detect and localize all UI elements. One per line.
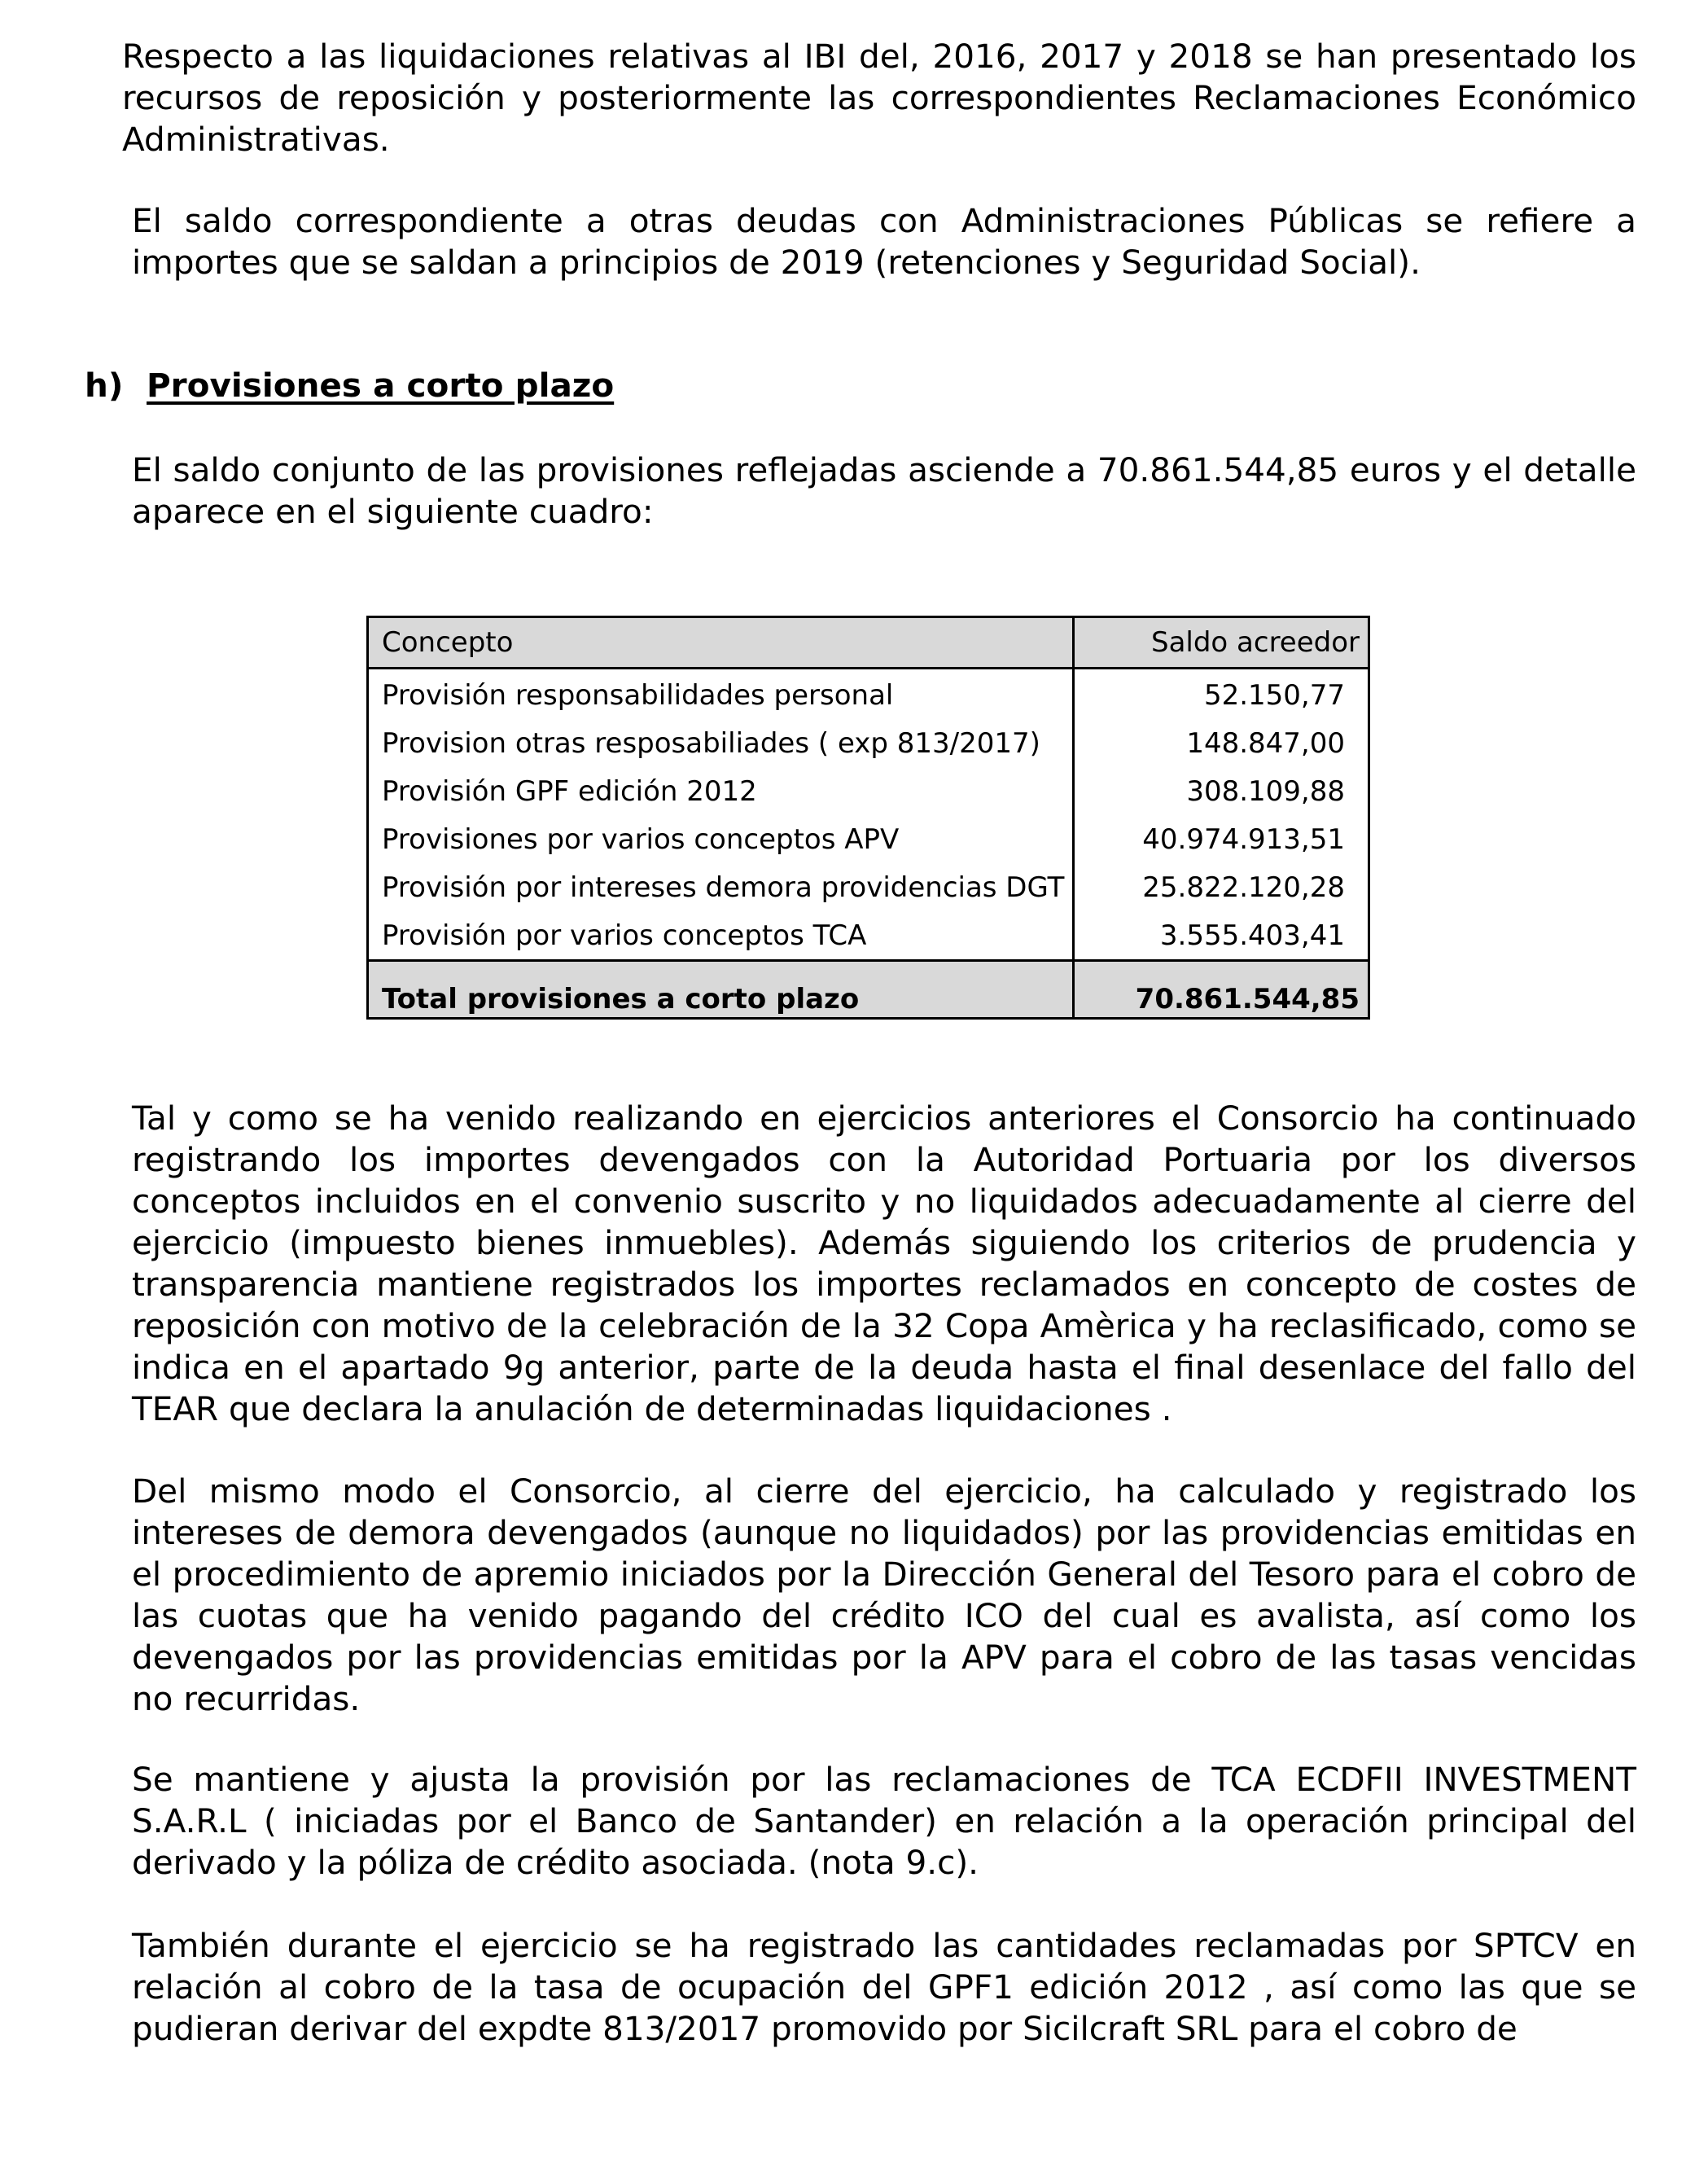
table-row — [368, 815, 1369, 863]
paragraph-reclamaciones-tca: Se mantiene y ajusta la provisión por las reclamaciones de TCA ECDFII INVESTMENT S.A.R.L ( iniciadas por el Banco de Santander) en relación a la operación principal del derivado y la póliza de crédito asociada. (nota 9.c). — [132, 1760, 1636, 1882]
paragraph-ibi-liquidaciones: Respecto a las liquidaciones relativas al IBI del, 2016, 2017 y 2018 se han presentado los recursos de reposición y posteriormente las correspondientes Reclamaciones Económico Administrativas. — [122, 37, 1636, 159]
paragraph-otras-deudas: El saldo correspondiente a otras deudas con Administraciones Públicas se refiere a importes que se saldan a principios de 2019 (retenciones y Seguridad Social). — [132, 201, 1636, 282]
table-row — [368, 719, 1369, 767]
total-amount: 70.861.544,85 — [1074, 961, 1369, 1019]
row-amount: 3.555.403,41 — [1159, 919, 1345, 952]
row-concept: Provisiones por varios conceptos APV — [368, 815, 1074, 863]
table-row — [368, 911, 1369, 961]
table-row — [368, 767, 1369, 815]
provisions-table-container — [366, 616, 1370, 1020]
paragraph-sptcv: También durante el ejercicio se ha registrado las cantidades reclamadas por SPTCV en relación al cobro de la tasa de ocupación del GPF1 edición 2012 , así como las que se pudieran derivar del expdte 813/2017 promovido por Sicilcraft SRL para el cobro de — [132, 1926, 1636, 2048]
row-amount: 40.974.913,51 — [1142, 822, 1345, 856]
section-letter: h) — [85, 366, 124, 405]
row-concept: Provisión responsabilidades personal — [368, 669, 1074, 720]
provisions-table — [366, 616, 1370, 1020]
paragraph-intereses-demora: Del mismo modo el Consorcio, al cierre del ejercicio, ha calculado y registrado los intereses de demora devengados (aunque no liquidados) por las providencias emitidas en el procedimiento de apremio iniciados por la Dirección General del Tesoro para el cobro de las cuotas que ha venido pagando del crédito ICO del cual es avalista, así como los devengados por las providencias emitidas por la APV para el cobro de las tasas vencidas no recurridas. — [132, 1472, 1636, 1718]
paragraph-saldo-conjunto: El saldo conjunto de las provisiones reflejadas asciende a 70.861.544,85 euros y el detalle aparece en el siguiente cuadro: — [132, 450, 1636, 531]
total-label: Total provisiones a corto plazo — [368, 961, 1074, 1019]
header-balance: Saldo acreedor — [1074, 617, 1369, 669]
row-amount: 25.822.120,28 — [1142, 871, 1345, 904]
row-amount: 52.150,77 — [1203, 678, 1345, 712]
paragraph-importes-devengados: Tal y como se ha venido realizando en ejercicios anteriores el Consorcio ha continuado registrando los importes devengados con la Autoridad Portuaria por los diversos conceptos incluidos en el convenio suscrito y no liquidados adecuadamente al cierre del ejercicio (impuesto bienes inmuebles). Además siguiendo los criterios de prudencia y transparencia mantiene registrados los importes reclamados en concepto de costes de reposición con motivo de la celebración de la 32 Copa Amèrica y ha reclasificado, como se indica en el apartado 9g anterior, parte de la deuda hasta el final desenlace del fallo del TEAR que declara la anulación de determinadas liquidaciones . — [132, 1099, 1636, 1428]
row-concept: Provisión GPF edición 2012 — [368, 767, 1074, 815]
row-amount: 148.847,00 — [1186, 726, 1345, 760]
table-row — [368, 863, 1369, 911]
section-heading — [85, 365, 614, 406]
section-title: Provisiones a corto plazo — [147, 366, 615, 405]
row-concept: Provision otras resposabiliades ( exp 813/2017) — [368, 719, 1074, 767]
table-header-row — [368, 617, 1369, 669]
table-total-row — [368, 961, 1369, 1019]
table-row — [368, 669, 1369, 720]
row-concept: Provisión por intereses demora providencias DGT — [368, 863, 1074, 911]
row-concept: Provisión por varios conceptos TCA — [368, 911, 1074, 961]
header-concept: Concepto — [368, 617, 1074, 669]
row-amount: 308.109,88 — [1186, 774, 1345, 808]
